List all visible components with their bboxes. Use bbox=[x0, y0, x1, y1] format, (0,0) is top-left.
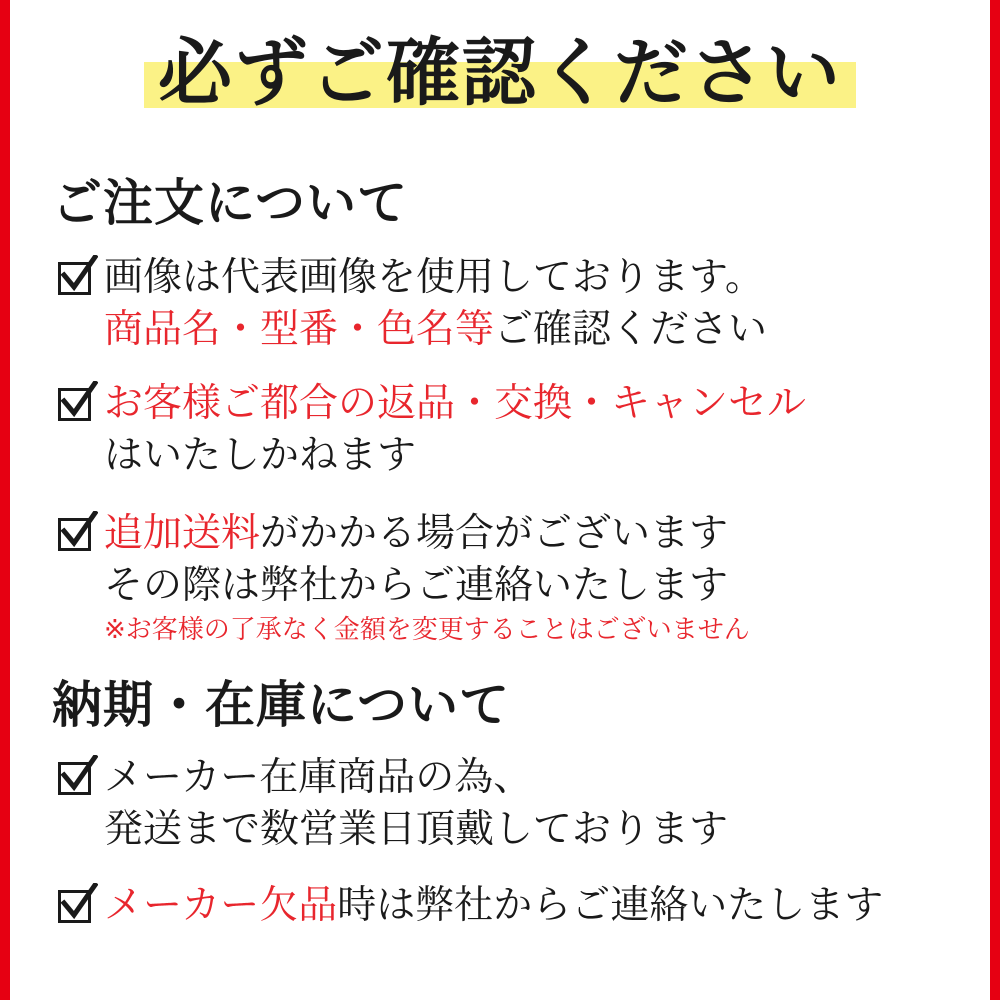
item-1-line1: 画像は代表画像を使用しております。 bbox=[104, 255, 764, 300]
notice-content bbox=[10, 0, 990, 1000]
checkbox-checked-icon bbox=[56, 258, 98, 300]
item-1-line2-black: ご確認ください bbox=[494, 307, 768, 352]
list-item-row bbox=[56, 508, 966, 560]
list-item bbox=[56, 378, 966, 482]
checkbox-checked-icon bbox=[56, 758, 98, 800]
list-item-row bbox=[56, 252, 966, 304]
list-item bbox=[56, 508, 966, 648]
checkbox-checked-icon bbox=[56, 384, 98, 426]
list-item bbox=[56, 252, 966, 356]
list-item bbox=[56, 752, 966, 856]
list-item-row bbox=[56, 378, 966, 430]
item-1-line2 bbox=[56, 304, 966, 356]
item-3-line1-red: 追加送料 bbox=[104, 511, 261, 556]
page-title bbox=[144, 30, 856, 116]
list-item-row bbox=[56, 880, 966, 932]
item-5-line1-black: 時は弊社からご連絡いたします bbox=[337, 883, 884, 928]
item-4-line2: 発送まで数営業日頂戴しております bbox=[104, 807, 729, 852]
checkbox-checked-icon bbox=[56, 886, 98, 928]
item-4-line1: メーカー在庫商品の為、 bbox=[104, 755, 533, 800]
item-3-line2: その際は弊社からご連絡いたします bbox=[104, 563, 729, 608]
item-3-line1-black: がかかる場合がございます bbox=[260, 511, 729, 556]
list-item-row bbox=[56, 752, 966, 804]
item-2-line1: お客様ご都合の返品・交換・キャンセル bbox=[104, 381, 807, 426]
list-item bbox=[56, 880, 966, 932]
checkbox-checked-icon bbox=[56, 514, 98, 556]
item-2-line2: はいたしかねます bbox=[104, 433, 417, 478]
item-3-line1 bbox=[104, 508, 728, 560]
section-heading-order: ご注文について bbox=[52, 174, 408, 232]
item-3-note: ※お客様の了承なく金額を変更することはございません bbox=[104, 615, 750, 645]
page-title-wrap bbox=[10, 30, 990, 116]
item-1-line2-red: 商品名・型番・色名等 bbox=[104, 307, 495, 352]
item-5-line1-red: メーカー欠品 bbox=[104, 883, 338, 928]
item-5-line1 bbox=[104, 880, 883, 932]
page-title-text: 必ずご確認ください bbox=[158, 30, 842, 116]
section-heading-delivery: 納期・在庫について bbox=[52, 676, 510, 734]
